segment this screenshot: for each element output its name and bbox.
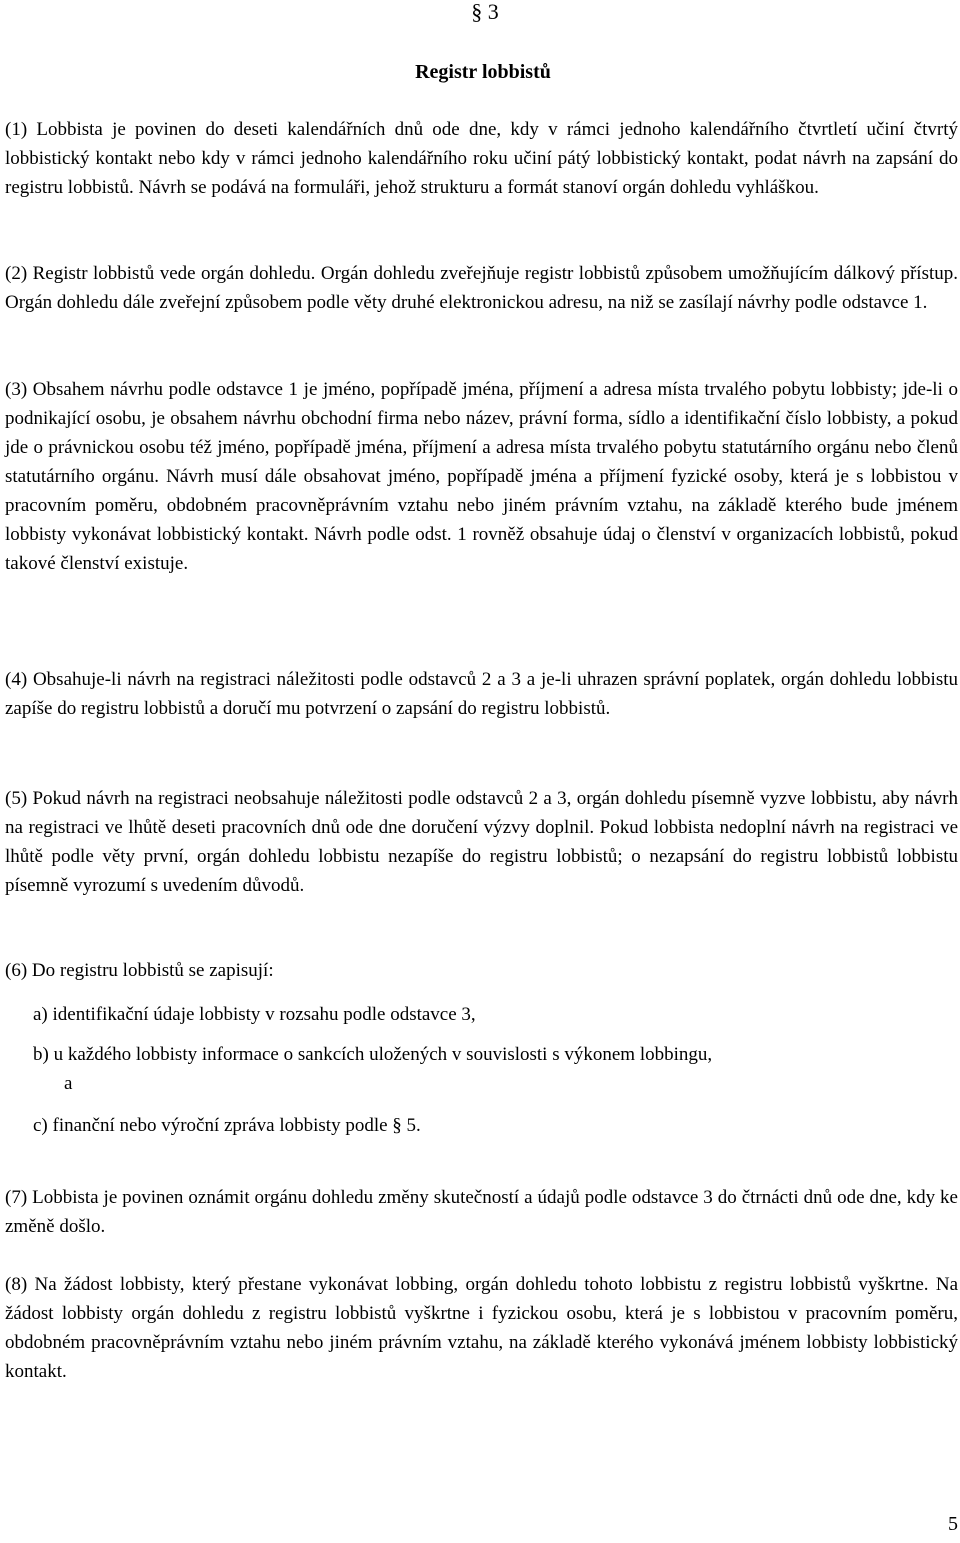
paragraph-1: (1) Lobbista je povinen do deseti kalendářních dnů ode dne, kdy v rámci jednoho kalendářního čtvrtletí učiní čtvrtý lobbistický kontakt nebo kdy v rámci jednoho kalendářního roku učiní pátý lobbistický kontakt, podat návrh na zapsání do registru lobbistů. Návrh se podává na formuláři, jehož strukturu a formát stanoví orgán dohledu vyhláškou. [5, 119, 958, 198]
paragraph-6: (6) Do registru lobbistů se zapisují: [5, 960, 274, 981]
section-heading: Registr lobbistů [415, 61, 551, 83]
paragraph-7: (7) Lobbista je povinen oznámit orgánu dohledu změny skutečností a údajů podle odstavce 3 do čtrnácti dnů ode dne, kdy ke změně došlo. [5, 1187, 958, 1237]
paragraph-8: (8) Na žádost lobbisty, který přestane vykonávat lobbing, orgán dohledu tohoto lobbistu z registru lobbistů vyškrtne. Na žádost lobbisty orgán dohledu z registru lobbistů vyškrtne i fyzickou osobu, která je s lobbistou v pracovním poměru, obdobném pracovněprávním vztahu nebo jiném právním vztahu, na základě kterého vykonává jménem lobbisty lobbistický kontakt. [5, 1274, 958, 1382]
paragraph-4: (4) Obsahuje-li návrh na registraci náležitosti podle odstavců 2 a 3 a je-li uhrazen správní poplatek, orgán dohledu lobbistu zapíše do registru lobbistů a doručí mu potvrzení o zapsání do registru lobbistů. [5, 669, 958, 719]
section-mark: § 3 [471, 0, 499, 24]
paragraph-5: (5) Pokud návrh na registraci neobsahuje náležitosti podle odstavců 2 a 3, orgán dohledu písemně vyzve lobbistu, aby návrh na registraci ve lhůtě deseti pracovních dnů ode dne doručení výzvy doplnil. Pokud lobbista nedoplní návrh na registraci ve lhůtě podle věty první, orgán dohledu lobbistu nezapíše do registru lobbistů; o nezapsání do registru lobbistů lobbistu písemně vyrozumí s uvedením důvodů. [5, 788, 958, 896]
list-item-a: a) identifikační údaje lobbisty v rozsahu podle odstavce 3, [33, 1004, 476, 1025]
list-item-b-text: b) u každého lobbisty informace o sankcích uložených v souvislosti s výkonem lobbingu, [33, 1044, 713, 1065]
list-item-b-continuation: a [64, 1073, 73, 1094]
list-item-b [33, 1040, 958, 1098]
paragraph-2: (2) Registr lobbistů vede orgán dohledu. Orgán dohledu zveřejňuje registr lobbistů způsobem umožňujícím dálkový přístup. Orgán dohledu dále zveřejní způsobem podle věty druhé elektronickou adresu, na niž se zasílají návrhy podle odstavce 1. [5, 263, 958, 313]
paragraph-3: (3) Obsahem návrhu podle odstavce 1 je jméno, popřípadě jména, příjmení a adresa místa trvalého pobytu lobbisty; jde-li o podnikající osobu, je obsahem návrhu obchodní firma nebo název, právní forma, sídlo a identifikační číslo lobbisty, a pokud jde o právnickou osobu též jméno, popřípadě jména, příjmení a adresa místa trvalého pobytu statutárního orgánu nebo členů statutárního orgánu. Návrh musí dále obsahovat jméno, popřípadě jména a příjmení fyzické osoby, která je s lobbistou v pracovním poměru, obdobném pracovněprávním vztahu nebo jiném právním vztahu, na základě kterého bude jménem lobbisty vykonávat lobbistický kontakt. Návrh podle odst. 1 rovněž obsahuje údaj o členství v organizacích lobbistů, pokud takové členství existuje. [5, 379, 958, 574]
list-item-c: c) finanční nebo výroční zpráva lobbisty podle § 5. [33, 1115, 421, 1136]
page-number: 5 [948, 1513, 958, 1535]
